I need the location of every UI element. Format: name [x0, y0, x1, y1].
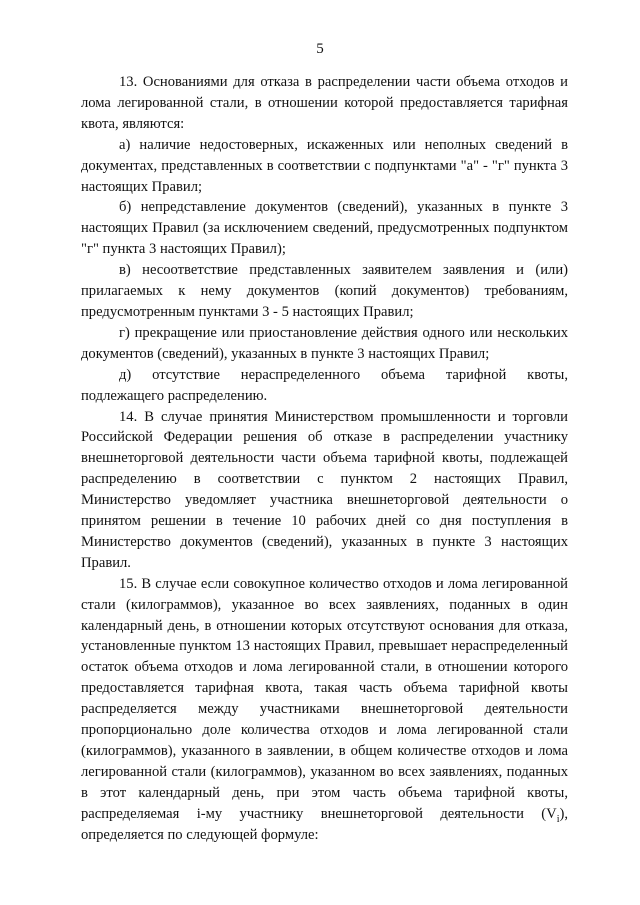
paragraph-13-b: б) непредставление документов (сведений), указанных в пункте 3 настоящих Правил (за исключением сведений, предусмотренных подпунктом "г" пункта 3 настоящих Правил);: [81, 199, 568, 258]
page-number: 5: [316, 41, 324, 57]
document-body: [81, 72, 568, 846]
variable-subscript: i: [556, 813, 560, 825]
paragraph-15: [81, 574, 568, 846]
paragraph-15-ending: ), определяется по следующей формуле:: [81, 805, 568, 843]
paragraph-14: 14. В случае принятия Министерством промышленности и торговли Российской Федерации решения об отказе в распределении участнику внешнеторговой деятельности части объема тарифной квоты, подлежащей распределению в соответствии с пунктом 2 настоящих Правил, Министерство уведомляет участника внешнеторговой деятельности о принятом решении в течение 10 рабочих дней со дня поступления в Министерство документов (сведений), указанных в пункте 3 настоящих Правил.: [81, 408, 568, 571]
paragraph-13-d: д) отсутствие нераспределенного объема тарифной квоты, подлежащего распределению.: [81, 366, 568, 404]
paragraph-15-text: 15. В случае если совокупное количество отходов и лома легированной стали (килограммов), указанное во всех заявлениях, поданных в один календарный день, в отношении которых отсутствуют основания для отказа, установленные пунктом 13 настоящих Правил, превышает нераспределенный остаток объема отходов и лома легированной стали, в отношении которого предоставляется тарифная квота, такая часть объема тарифной квоты распределяется между участниками внешнеторговой деятельности пропорционально доле количества отходов и лома легированной стали (килограммов), указанного в заявлении, в общем количестве отходов и лома легированной стали (килограммов), указанном во всех заявлениях, поданных в этот календарный день, при этом часть объема тарифной квоты, распределяемая i-му участнику внешнеторговой деятельности (V: [81, 575, 568, 822]
paragraph-13-v: в) несоответствие представленных заявителем заявления и (или) прилагаемых к нему документов (копий документов) требованиям, предусмотренным пунктами 3 - 5 настоящих Правил;: [81, 262, 568, 320]
paragraph-13-g: г) прекращение или приостановление действия одного или нескольких документов (сведений), указанных в пункте 3 настоящих Правил;: [81, 324, 568, 362]
paragraph-13-a: а) наличие недостоверных, искаженных или неполных сведений в документах, представленных в соответствии с подпунктами "а" - "г" пункта 3 настоящих Правил;: [81, 136, 568, 195]
paragraph-13-intro: 13. Основаниями для отказа в распределении части объема отходов и лома легированной стали, в отношении которой предоставляется тарифная квота, являются:: [81, 74, 568, 132]
